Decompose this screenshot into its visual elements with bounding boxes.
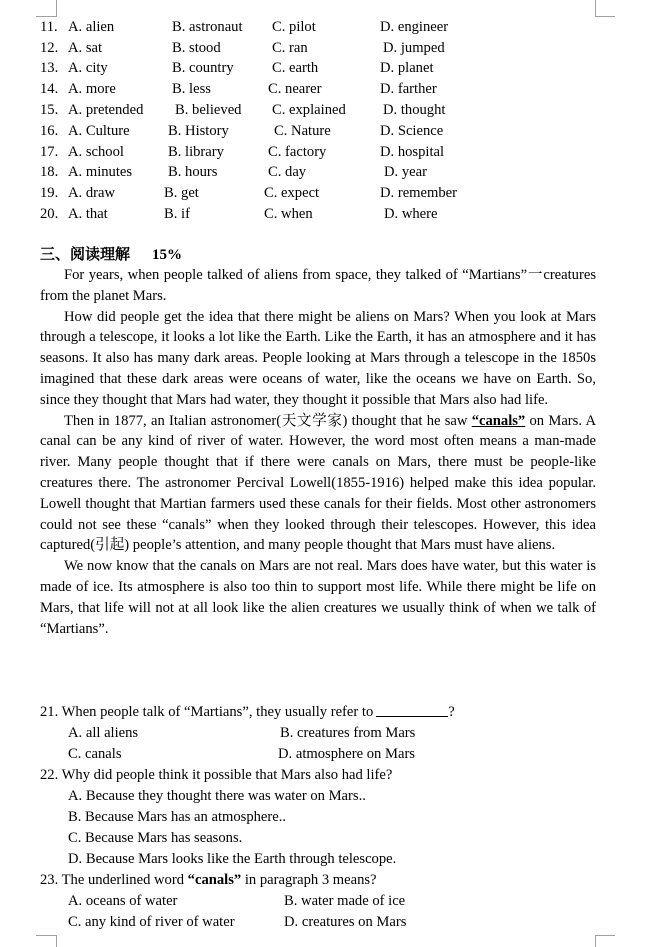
paragraph-3-text-end: on Mars. A canal can be any kind of river of water. However, the word most often means a man-made river. Many people thought that if there were canals on Mars, there must be people-like creatures there. The astronomer Percival Lowell(1855-1916) helped make this idea popular. Lowell thought that Martian farmers used these canals for their fields. Most other astronomers could not see these “canals” when they looked through their telescopes. However, this idea captured(引起) people’s attention, and many people thought that Mars must have aliens. — [40, 412, 596, 554]
option-d: D. jumped — [383, 40, 445, 56]
question-23-keyword: “canals” — [187, 872, 242, 888]
option-c: C. Nature — [274, 123, 331, 139]
answer-blank — [376, 702, 448, 717]
option-b: B. library — [168, 144, 224, 160]
option-a: A. Culture — [68, 123, 130, 139]
question-21-mark: ? — [448, 704, 455, 720]
cloze-row-15 — [40, 100, 640, 121]
question-21-option-c: C. canals — [68, 746, 122, 762]
crop-mark-bottom-left-v — [56, 935, 57, 947]
option-a: A. that — [68, 206, 108, 222]
question-23-text-start: 23. The underlined word — [40, 872, 188, 888]
question-21-option-b: B. creatures from Mars — [280, 725, 416, 741]
option-c: C. earth — [272, 60, 319, 76]
question-22-option-c: C. Because Mars has seasons. — [68, 830, 243, 846]
question-number: 13. — [40, 60, 59, 76]
option-c: C. ran — [272, 40, 308, 56]
crop-mark-top-right-v — [595, 0, 596, 17]
question-number: 14. — [40, 81, 59, 97]
option-c: C. nearer — [268, 81, 322, 97]
option-b: B. History — [168, 123, 229, 139]
option-a: A. school — [68, 144, 124, 160]
question-number: 20. — [40, 206, 59, 222]
option-b: B. get — [164, 185, 199, 201]
option-d: D. planet — [380, 60, 434, 76]
question-23-option-a: A. oceans of water — [68, 893, 178, 909]
option-c: C. when — [264, 206, 313, 222]
option-a: A. draw — [68, 185, 116, 201]
option-d: D. Science — [380, 123, 444, 139]
question-number: 18. — [40, 164, 59, 180]
option-c: C. pilot — [272, 19, 316, 35]
crop-mark-bottom-right-h — [595, 935, 615, 936]
option-c: C. expect — [264, 185, 320, 201]
question-number: 16. — [40, 123, 59, 139]
question-23-options-row-2 — [40, 912, 600, 933]
option-d: D. hospital — [380, 144, 445, 160]
question-23-option-c: C. any kind of river of water — [68, 914, 235, 930]
underlined-keyword: “canals” — [471, 412, 526, 429]
option-b: B. less — [172, 81, 211, 97]
question-22-option-d: D. Because Mars looks like the Earth through telescope. — [68, 851, 397, 867]
option-a: A. minutes — [68, 164, 133, 180]
paragraph-3-text-start: Then in 1877, an Italian astronomer(天文学家) thought that he saw — [64, 412, 472, 429]
cloze-row-16 — [40, 121, 640, 142]
question-21-options-row-2 — [40, 744, 600, 765]
question-number: 17. — [40, 144, 59, 160]
option-d: D. engineer — [380, 19, 449, 35]
passage-paragraph-2: How did people get the idea that there might be aliens on Mars? When you look at Mars through a telescope, it looks a lot like the Earth. Like the Earth, it has an atmosphere and it has seasons. It also has many dark areas. People looking at Mars through a telescope in the 1850s imagined that these dark areas were oceans of water, like the oceans we have on Earth. So, since they thought that Mars had water, they thought it possible that Mars also had life. — [40, 308, 596, 408]
question-21-options-row-1 — [40, 723, 600, 744]
question-21-option-a: A. all aliens — [68, 725, 139, 741]
cloze-row-17 — [40, 142, 640, 163]
crop-mark-bottom-right-v — [595, 935, 596, 947]
question-21-option-d: D. atmosphere on Mars — [278, 746, 415, 762]
option-a: A. pretended — [68, 102, 144, 118]
option-b: B. country — [172, 60, 234, 76]
question-23-option-d: D. creatures on Mars — [284, 914, 407, 930]
passage-paragraph-3 — [40, 411, 596, 557]
option-a: A. alien — [68, 19, 115, 35]
passage-paragraph-1: For years, when people talked of aliens from space, they talked of “Martians”一creatures from the planet Mars. — [40, 267, 596, 304]
cloze-row-12 — [40, 38, 640, 59]
option-d: D. farther — [380, 81, 437, 97]
question-22-option-a: A. Because they thought there was water on Mars.. — [68, 788, 366, 804]
question-23-option-b: B. water made of ice — [284, 893, 406, 909]
section-title: 三、阅读理解 — [40, 247, 131, 263]
question-22-stem: 22. Why did people think it possible that Mars also had life? — [40, 767, 393, 783]
question-22-option-b: B. Because Mars has an atmosphere.. — [68, 809, 287, 825]
question-number: 11. — [40, 19, 58, 35]
cloze-row-18 — [40, 162, 640, 183]
option-a: A. sat — [68, 40, 103, 56]
cloze-row-13 — [40, 58, 640, 79]
option-b: B. if — [164, 206, 190, 222]
option-d: D. year — [384, 164, 427, 180]
question-number: 19. — [40, 185, 59, 201]
cloze-row-14 — [40, 79, 640, 100]
option-c: C. explained — [272, 102, 346, 118]
question-number: 12. — [40, 40, 59, 56]
option-b: B. stood — [172, 40, 221, 56]
question-23-stem — [40, 870, 600, 891]
question-21-text: 21. When people talk of “Martians”, they usually refer to — [40, 704, 374, 720]
question-21-stem — [40, 702, 600, 723]
option-c: C. day — [268, 164, 307, 180]
cloze-row-11 — [40, 17, 640, 38]
question-number: 15. — [40, 102, 59, 118]
cloze-row-20 — [40, 204, 640, 225]
option-d: D. thought — [383, 102, 446, 118]
option-c: C. factory — [268, 144, 327, 160]
question-23-text-end: in paragraph 3 means? — [241, 872, 377, 888]
cloze-row-19 — [40, 183, 640, 204]
option-b: B. astronaut — [172, 19, 243, 35]
passage-paragraph-4: We now know that the canals on Mars are not real. Mars does have water, but this water is made of ice. Its atmosphere is also too thin to support most life. While there might be life on Mars, that life will not at all look like the alien creatures we usually think of when we talk of “Martians”. — [40, 558, 596, 637]
question-23-options-row-1 — [40, 891, 600, 912]
reading-passage — [40, 265, 596, 639]
option-a: A. more — [68, 81, 116, 97]
option-b: B. hours — [168, 164, 218, 180]
option-b: B. believed — [175, 102, 242, 118]
option-d: D. remember — [380, 185, 457, 201]
option-a: A. city — [68, 60, 108, 76]
comprehension-questions — [40, 702, 600, 933]
section-heading — [40, 244, 182, 266]
crop-mark-top-left-v — [56, 0, 57, 17]
section-score: 15% — [152, 247, 183, 263]
option-d: D. where — [384, 206, 438, 222]
crop-mark-bottom-left-h — [36, 935, 56, 936]
